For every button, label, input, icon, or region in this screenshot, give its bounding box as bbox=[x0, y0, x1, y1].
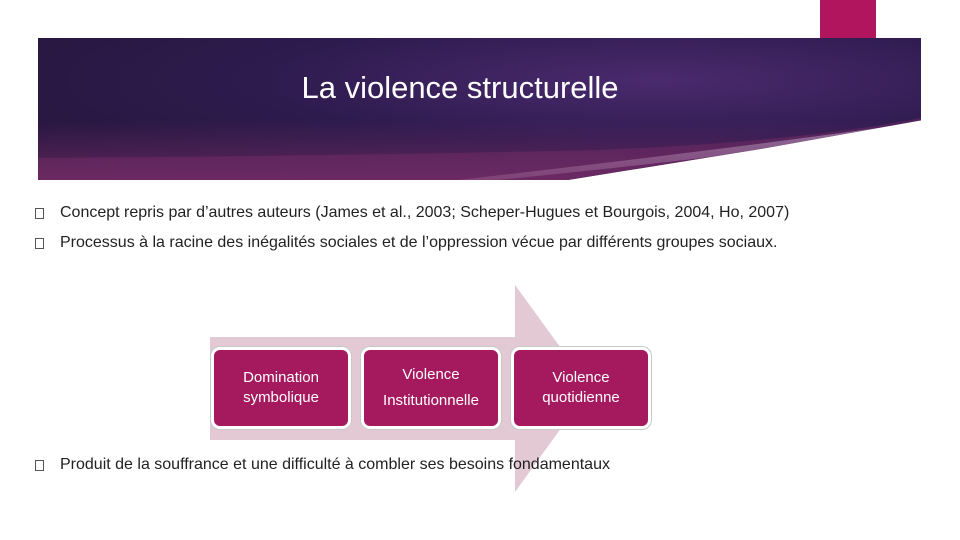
slide-title: La violence structurelle bbox=[301, 70, 619, 105]
bullet-item bbox=[35, 234, 777, 252]
bullet-text: Concept repris par d’autres auteurs (James et al., 2003; Scheper-Hugues et Bourgois, 2004, Ho, 2007) bbox=[60, 204, 790, 221]
square-bullet-icon bbox=[35, 238, 44, 249]
bullet-item bbox=[35, 204, 789, 222]
bullet-text: Processus à la racine des inégalités sociales et de l’oppression vécue par différents groupes sociaux. bbox=[60, 234, 778, 251]
step-line-1: Violence bbox=[402, 366, 460, 383]
square-bullet-icon bbox=[35, 208, 44, 219]
process-step-institutional bbox=[361, 347, 501, 429]
title-banner bbox=[38, 38, 921, 180]
process-step-daily bbox=[511, 347, 651, 429]
banner-wave bbox=[38, 38, 921, 180]
step-line-2: Institutionnelle bbox=[383, 392, 479, 409]
process-step-domination bbox=[211, 347, 351, 429]
step-line-2: quotidienne bbox=[542, 389, 620, 406]
square-bullet-icon bbox=[35, 460, 44, 471]
bullet-text: Produit de la souffrance et une difficulté à combler ses besoins fondamentaux bbox=[60, 456, 610, 473]
step-line-1: Domination bbox=[243, 369, 319, 386]
bullet-item bbox=[35, 456, 610, 474]
step-line-1: Violence bbox=[552, 369, 610, 386]
step-line-2: symbolique bbox=[243, 389, 319, 406]
